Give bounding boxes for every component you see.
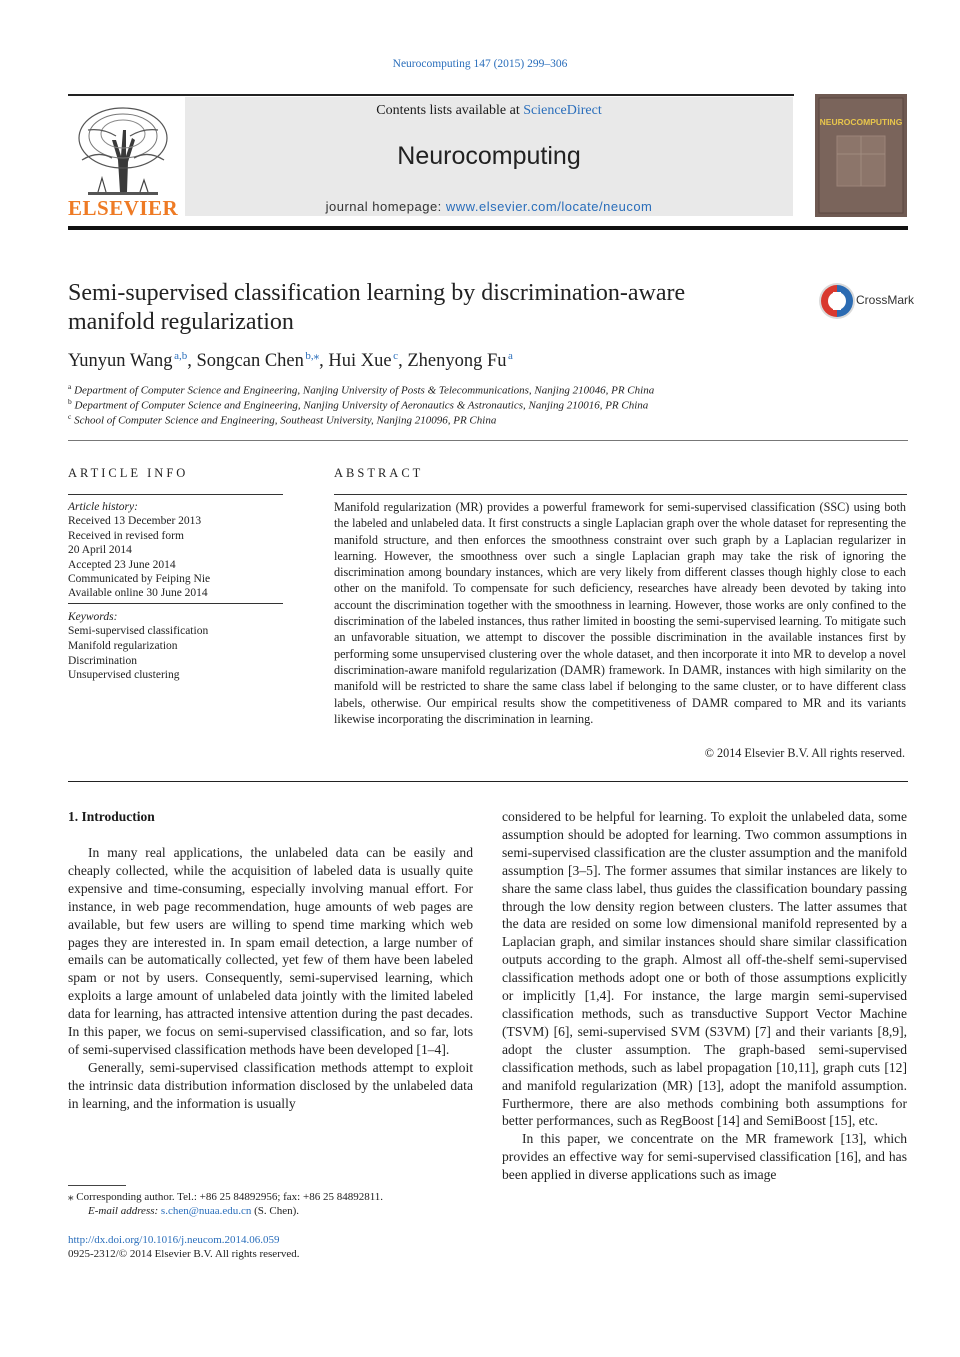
history-item: Accepted 23 June 2014: [68, 559, 176, 571]
author-2[interactable]: Songcan Chen $^{b,⁎}$: [196, 350, 320, 372]
contents-line: [185, 103, 793, 119]
article-info-rule: [68, 494, 283, 495]
keyword-item: Discrimination: [68, 655, 137, 667]
elsevier-wordmark: ELSEVIER: [68, 196, 179, 220]
keyword-item: Unsupervised clustering: [68, 669, 180, 681]
intro-paragraph-3: considered to be helpful for learning. To exploit the unlabeled data, some assumption should be adopted for learning. Two common assumptions in semi-supervised classification are the cluster assumption and the manifold assumption [3–5]. The former assumes that similar instances are likely to share the same class label, thus guides the classification boundary passing through the low density region between clusters. The latter assumes that the data are resided on some low dimensional manifold represented by a Laplacian graph, and similar instances should share similar classification outputs according to the graph. Almost all off-the-shelf semi-supervised classification methods adopt one or both of those assumptions explicitly or implicitly [1,4]. For instance, the large margin semi-supervised classification methods, such as transductive Support Vector Machine (TSVM) [6], semi-supervised SVM (S3VM) [7] and their variants [8,9], adopt the cluster assumption. The graph-based semi-supervised classification methods, such as label propagation [10,11], graph cuts [12] and manifold regularization (MR) [13], adopt the manifold assumption. Furthermore, there are also methods combining both assumptions for better performances, such as RegBoost [14] and SemiBoost [15], etc.: [502, 809, 907, 1129]
author-3[interactable]: Hui Xue $^c$: [328, 350, 399, 372]
history-item: Received 13 December 2013: [68, 515, 202, 527]
intro-paragraph-4: In this paper, we concentrate on the MR framework [13], which provides an effective way for semi-supervised classification [16], and has been applied in diverse applications such as image: [502, 1131, 907, 1183]
author-list: Yunyun Wang $^{a,b}$, Songcan Chen $^{b,⁎}$, Hui Xue $^c$, Zhenyong Fu $^a$: [68, 350, 513, 372]
email-link[interactable]: s.chen@nuaa.edu.cn: [160, 1205, 252, 1217]
article-history-label: Article history:: [68, 501, 138, 513]
author-1-sup[interactable]: a,b: [174, 350, 188, 362]
author-4-sup[interactable]: a: [508, 350, 513, 362]
author-1[interactable]: Yunyun Wang $^{a,b}$: [68, 350, 188, 372]
affiliation-c: $^c$ School of Computer Science and Engineering, Southeast University, Nanjing 210096, PR China: [68, 412, 497, 427]
email-suffix: (S. Chen).: [251, 1205, 300, 1217]
abstract-heading: ABSTRACT: [334, 466, 424, 480]
affiliation-b: $^b$ Department of Computer Science and Engineering, Nanjing University of Aeronautics & Astronautics, Nanjing 210016, PR China: [68, 397, 649, 412]
footnote-rule: [68, 1185, 126, 1186]
left-column: [68, 844, 473, 1113]
keyword-item: Semi-supervised classification: [68, 625, 209, 637]
affiliation-a: $^a$ Department of Computer Science and Engineering, Nanjing University of Posts & Telecommunications, Nanjing 210046, PR China: [68, 382, 655, 397]
abstract-copyright: © 2014 Elsevier B.V. All rights reserved.: [704, 746, 905, 760]
journal-homepage: [185, 199, 793, 214]
contents-prefix: Contents lists available at: [376, 103, 524, 118]
email-label: E-mail address:: [88, 1205, 161, 1217]
doi-link[interactable]: http://dx.doi.org/10.1016/j.neucom.2014.06.059: [68, 1234, 280, 1246]
intro-paragraph-1: In many real applications, the unlabeled data can be easily and cheaply collected, while the acquisition of labeled data is usually quite expensive and time-consuming, especially involving manual effort. For instance, in web page recommendation, huge amounts of web pages are available, but few users are willing to spend time marking which web pages they are interested in. In spam email detection, a large number of emails can be automatically collected, yet few of them have been labeled spam or not by users. Consequently, semi-supervised learning, which exploits a large amount of unlabeled data jointly with the limited labeled data for learning, has attracted intensive attention during the past decades. In this paper, we focus on semi-supervised classification, and so far, lots of semi-supervised classification methods have been developed [1–4].: [68, 845, 473, 1057]
sciencedirect-link[interactable]: ScienceDirect: [523, 103, 602, 118]
homepage-prefix: journal homepage:: [325, 199, 446, 214]
abstract-text: Manifold regularization (MR) provides a powerful framework for semi-supervised classification (SSC) using both the labeled and unlabeled data. It first constructs a single Laplacian graph over the whole dataset for representing the manifold structure, and then enforces the smoothness constraint over such graph by a Laplacian regularizer in learning. However, the smoothness over such a single Laplacian graph may take the risk of ignoring the discrimination among boundary instances, which are very likely from different classes though highly close to each other on the manifold. To compensate for such deficiency, researches have already been devoted by taking into account the discrimination together with the smoothness in learning. However, those works are only confined to the discrimination of the labeled instances, thus rather limited in boosting the semi-supervised learning. To mitigate such an unfavorable situation, we attempt to discover the possible discrimination in the available instances first by performing some unsupervised clustering over the whole dataset, and then incorporate it into MR to develop a novel discrimination-aware manifold regularization (DAMR) framework. In DAMR, instances with high similarity on the manifold will be restricted to share the same class label if belonging to the same cluster, or to have different class labels, otherwise. Our empirical results show the competitiveness of DAMR compared to MR and its variants likewise incorporating the discrimination in learning.: [334, 500, 906, 726]
keywords-label: Keywords:: [68, 611, 118, 623]
author-2-sup[interactable]: b,⁎: [305, 350, 320, 362]
abstract-divider: [68, 781, 908, 782]
header-thick-rule: [68, 226, 908, 230]
history-item: Available online 30 June 2014: [68, 587, 208, 599]
paper-title: [68, 279, 768, 337]
history-item: 20 April 2014: [68, 544, 132, 556]
issn-copyright: 0925-2312/© 2014 Elsevier B.V. All rights reserved.: [68, 1248, 300, 1260]
history-item: Received in revised form: [68, 530, 184, 542]
history-item: Communicated by Feiping Nie: [68, 573, 211, 585]
article-info-heading: ARTICLE INFO: [68, 466, 189, 480]
keyword-item: Manifold regularization: [68, 640, 178, 652]
header-top-rule: [68, 94, 794, 96]
right-column: [502, 808, 907, 1184]
crossmark-icon[interactable]: [817, 281, 857, 321]
title-line-2: manifold regularization: [68, 309, 294, 335]
crossmark-label[interactable]: CrossMark: [856, 293, 915, 307]
cover-art: [815, 94, 907, 217]
intro-paragraph-2: Generally, semi-supervised classification methods attempt to exploit the intrinsic data distribution information disclosed by the unlabeled data in learning, and the information is usually: [68, 1059, 473, 1111]
journal-cover-image: [815, 94, 907, 217]
journal-name: Neurocomputing: [397, 142, 581, 170]
title-line-1: Semi-supervised classification learning by discrimination-aware: [68, 280, 686, 306]
journal-citation[interactable]: Neurocomputing 147 (2015) 299–306: [392, 58, 568, 70]
abstract-rule: [334, 494, 907, 495]
author-3-sup[interactable]: c: [393, 350, 399, 362]
title-block-divider: [68, 440, 908, 441]
corresponding-author-note: ⁎ Corresponding author. Tel.: +86 25 84892956; fax: +86 25 84892811.: [68, 1191, 384, 1203]
homepage-link[interactable]: www.elsevier.com/locate/neucom: [445, 199, 653, 214]
cover-journal-title: NEUROCOMPUTING: [819, 117, 903, 127]
email-note: [88, 1205, 508, 1217]
section-heading-introduction: 1. Introduction: [68, 809, 155, 824]
keywords-rule: [68, 603, 283, 604]
author-4[interactable]: Zhenyong Fu $^a$: [407, 350, 513, 372]
